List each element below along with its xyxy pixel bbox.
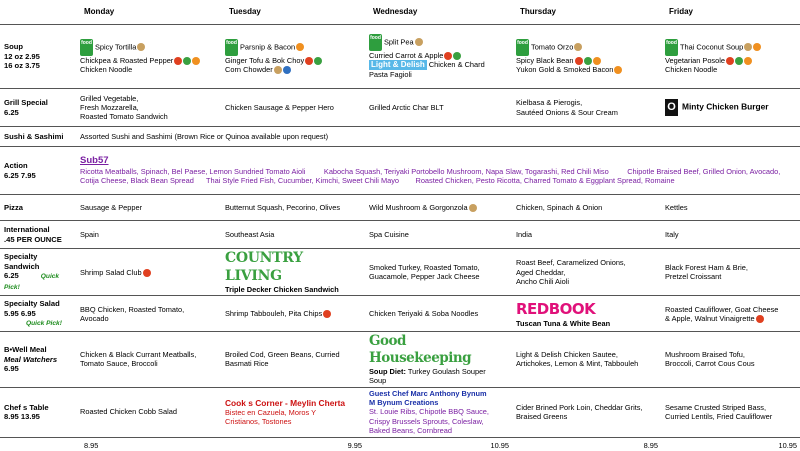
row-label-international: International .45 PER OUNCE — [0, 221, 76, 249]
row-specialty-sandwich — [0, 249, 800, 296]
row-label-chefs-table: Chef s Table 8.95 13.95 — [0, 387, 76, 437]
day-header-thursday: Thursday — [512, 0, 661, 25]
nutrition-badge-icon — [137, 43, 145, 51]
badge-icon — [274, 66, 282, 74]
cell-bwell-wednesday: Good Housekeeping Soup Diet: Turkey Goulash Souper Soup — [365, 332, 512, 387]
day-header-friday: Friday — [661, 0, 800, 25]
row-label-action: Action 6.25 7.95 — [0, 147, 76, 195]
food-logo-icon: food — [225, 39, 238, 56]
cell-salad-friday: Roasted Cauliflower, Goat Cheese & Apple, Walnut Vinaigrette — [661, 296, 800, 332]
cell-soup-monday: food Spicy Tortilla Chickpea & Roasted Pepper Chicken Noodle — [76, 25, 221, 89]
cell-grill-friday: O Minty Chicken Burger — [661, 89, 800, 127]
cell-pizza-friday: Kettles — [661, 195, 800, 221]
day-header-wednesday: Wednesday — [365, 0, 512, 25]
cell-international-thursday: India — [512, 221, 661, 249]
cell-pizza-thursday: Chicken, Spinach & Onion — [512, 195, 661, 221]
cell-sandwich-friday: Black Forest Ham & Brie, Pretzel Croissant — [661, 249, 800, 296]
country-living-logo: COUNTRY LIVING — [225, 250, 303, 284]
cell-sandwich-thursday: Roast Beef, Caramelized Onions, Aged Cheddar, Ancho Chili Aioli — [512, 249, 661, 296]
cell-chefs-friday: Sesame Crusted Striped Bass, Curried Lentils, Fried Cauliflower — [661, 387, 800, 437]
row-international — [0, 221, 800, 249]
row-soup — [0, 25, 800, 89]
badge-icon — [744, 57, 752, 65]
cell-chefs-wednesday: Guest Chef Marc Anthony Bynum M Bynum Creations St. Louie Ribs, Chipotle BBQ Sauce, Crispy Brussels Sprouts, Coleslaw, Baked Beans, Cornbread — [365, 387, 512, 437]
row-label-specialty-salad: Specialty Salad 5.95 6.95 Quick Pick! — [0, 296, 76, 332]
badge-icon — [444, 52, 452, 60]
badge-icon — [183, 57, 191, 65]
cell-bwell-tuesday: Broiled Cod, Green Beans, Curried Basmati Rice — [221, 332, 365, 387]
row-label-pizza: Pizza — [0, 195, 76, 221]
cell-action: Sub57 Ricotta Meatballs, Spinach, Bel Paese, Lemon Sundried Tomato Aioli Kabocha Squash, Teriyaki Portobello Mushroom, Napa Slaw, Togarashi, Red Chili Miso Chipotle Braised Beef, Grilled Onion, Avocado, Cotija Cheese, Black Bean Spread Thai Style Fried Fish, Cucumber, Kimchi, Sweet Chili Mayo Roasted Chicken, Pesto Ricotta, Charred Tomato & Eggplant Spread, Romaine — [76, 147, 800, 195]
cell-international-tuesday: Southeast Asia — [221, 221, 365, 249]
cell-sandwich-wednesday: Smoked Turkey, Roasted Tomato, Guacamole, Pepper Jack Cheese — [365, 249, 512, 296]
cell-international-monday: Spain — [76, 221, 221, 249]
price-tuesday: 9.95 — [347, 440, 362, 450]
light-delish-logo: Light & Delish — [371, 60, 425, 69]
badge-icon — [726, 57, 734, 65]
price-friday: 10.95 — [778, 440, 797, 450]
cell-bwell-monday: Chicken & Black Currant Meatballs, Tomato Sauce, Broccoli — [76, 332, 221, 387]
day-header-monday: Monday — [76, 0, 221, 25]
info-icon — [283, 66, 291, 74]
badge-icon — [614, 66, 622, 74]
food-logo-icon: food — [516, 39, 529, 56]
cell-bwell-thursday: Light & Delish Chicken Sautee, Artichokes, Lemon & Mint, Tabbouleh — [512, 332, 661, 387]
badge-icon — [753, 43, 761, 51]
cell-sandwich-monday: Shrimp Salad Club — [76, 249, 221, 296]
badge-icon — [296, 43, 304, 51]
badge-icon — [744, 43, 752, 51]
cell-soup-friday: food Thai Coconut Soup Vegetarian Posole Chicken Noodle — [661, 25, 800, 89]
badge-icon — [314, 57, 322, 65]
badge-icon — [192, 57, 200, 65]
cell-grill-wednesday: Grilled Arctic Char BLT — [365, 89, 512, 127]
price-thursday: 8.95 — [643, 440, 658, 450]
cell-grill-thursday: Kielbasa & Pierogis, Sautéed Onions & Sour Cream — [512, 89, 661, 127]
badge-icon — [174, 57, 182, 65]
good-housekeeping-logo: Good Housekeeping — [369, 333, 472, 367]
cell-chefs-monday: Roasted Chicken Cobb Salad — [76, 387, 221, 437]
badge-icon — [756, 315, 764, 323]
cell-pizza-tuesday: Butternut Squash, Pecorino, Olives — [221, 195, 365, 221]
header-row — [0, 0, 800, 25]
row-pizza — [0, 195, 800, 221]
row-specialty-salad — [0, 296, 800, 332]
sub57-brand: Sub57 — [80, 155, 109, 167]
cell-salad-wednesday: Chicken Teriyaki & Soba Noodles — [365, 296, 512, 332]
badge-icon — [735, 57, 743, 65]
cell-chefs-thursday: Cider Brined Pork Loin, Cheddar Grits, Braised Greens — [512, 387, 661, 437]
row-chefs-table — [0, 387, 800, 437]
cell-salad-thursday: REDBOOK Tuscan Tuna & White Bean — [512, 296, 661, 332]
cell-salad-monday: BBQ Chicken, Roasted Tomato, Avocado — [76, 296, 221, 332]
redbook-logo: REDBOOK — [516, 299, 596, 318]
cell-chefs-tuesday: Cook s Corner - Meylin Cherta Bistec en Cazuela, Moros Y Cristianos, Tostones — [221, 387, 365, 437]
cell-pizza-wednesday: Wild Mushroom & Gorgonzola — [365, 195, 512, 221]
cell-soup-tuesday: food Parsnip & Bacon Ginger Tofu & Bok Choy Corn Chowder — [221, 25, 365, 89]
badge-icon — [575, 57, 583, 65]
cell-grill-monday: Grilled Vegetable, Fresh Mozzarella, Roasted Tomato Sandwich — [76, 89, 221, 127]
badge-icon — [469, 204, 477, 212]
day-header-tuesday: Tuesday — [221, 0, 365, 25]
price-wednesday: 10.95 — [490, 440, 509, 450]
badge-icon — [415, 38, 423, 46]
food-logo-icon: food — [80, 39, 93, 56]
cell-soup-thursday: food Tomato Orzo Spicy Black Bean Yukon Gold & Smoked Bacon — [512, 25, 661, 89]
food-logo-icon: food — [369, 34, 382, 51]
row-label-specialty-sandwich: Specialty Sandwich 6.25 Quick Pick! — [0, 249, 76, 296]
badge-icon — [143, 269, 151, 277]
cell-sushi: Assorted Sushi and Sashimi (Brown Rice or Quinoa available upon request) — [76, 127, 800, 147]
badge-icon — [323, 310, 331, 318]
cell-soup-wednesday: food Split Pea Curried Carrot & Apple Light & Delish Chicken & Chard Pasta Fagioli — [365, 25, 512, 89]
cell-salad-tuesday: Shrimp Tabbouleh, Pita Chips — [221, 296, 365, 332]
row-bwell — [0, 332, 800, 387]
cell-bwell-friday: Mushroom Braised Tofu, Broccoli, Carrot Cous Cous — [661, 332, 800, 387]
row-label-grill: Grill Special 6.25 — [0, 89, 76, 127]
row-action — [0, 147, 800, 195]
badge-icon — [453, 52, 461, 60]
badge-icon — [574, 43, 582, 51]
badge-icon — [305, 57, 313, 65]
row-sushi — [0, 127, 800, 147]
badge-icon — [593, 57, 601, 65]
cell-international-friday: Italy — [661, 221, 800, 249]
row-label-sushi: Sushi & Sashimi — [0, 127, 76, 147]
row-bottom-prices — [0, 437, 800, 451]
row-label-bwell: B•Well Meal Meal Watchers 6.95 — [0, 332, 76, 387]
food-logo-icon: food — [665, 39, 678, 56]
badge-icon — [584, 57, 592, 65]
row-grill — [0, 89, 800, 127]
cell-international-wednesday: Spa Cuisine — [365, 221, 512, 249]
price-monday: 8.95 — [84, 440, 99, 450]
cell-grill-tuesday: Chicken Sausage & Pepper Hero — [221, 89, 365, 127]
o-magazine-logo-icon: O — [665, 99, 678, 116]
cell-sandwich-tuesday: COUNTRY LIVING Triple Decker Chicken Sandwich — [221, 249, 365, 296]
row-label-soup: Soup 12 oz 2.95 16 oz 3.75 — [0, 25, 76, 89]
cell-pizza-monday: Sausage & Pepper — [76, 195, 221, 221]
